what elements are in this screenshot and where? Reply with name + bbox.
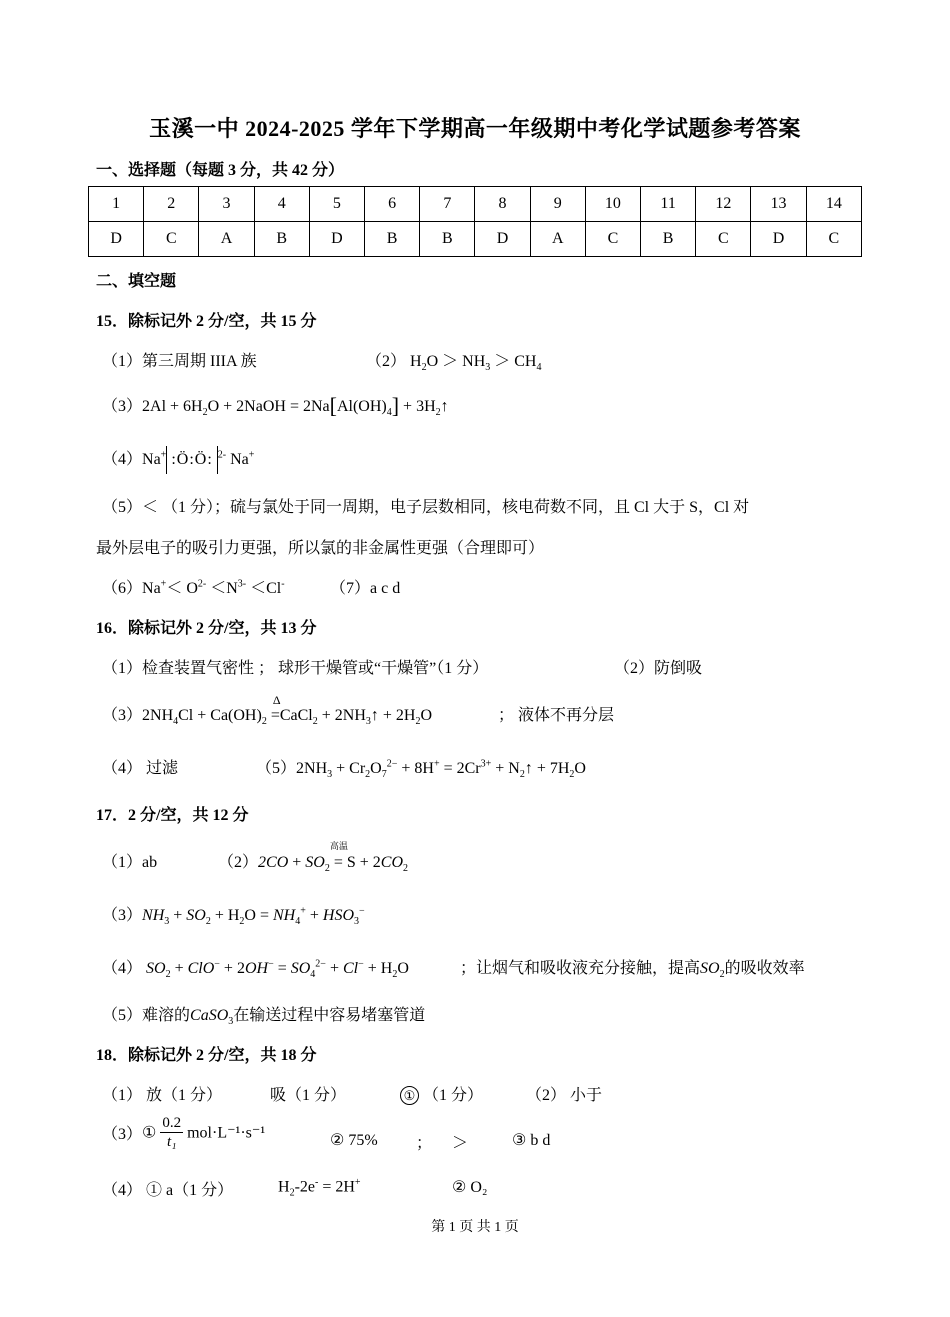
q17-answer-5: （5）难溶的CaSO$_3$在输送过程中容易堵塞管道 — [102, 1007, 426, 1028]
table-cell: B — [254, 222, 309, 257]
table-cell: 10 — [585, 187, 640, 222]
circled-2: ② — [452, 1179, 467, 1196]
rate-fraction — [160, 1114, 183, 1151]
table-cell: 8 — [475, 187, 530, 222]
q18-answer-1c-text: （1 分） — [423, 1087, 484, 1104]
q17-heading: 17．2 分/空，共 12 分 — [96, 807, 249, 824]
table-cell: A — [199, 222, 254, 257]
q18-answer-3e-text: b d — [530, 1132, 551, 1149]
q17-answer-3: $(3)NH_3 + SO_2 + H_2O = NH_4^+ + HSO_3^-$ — [102, 905, 365, 928]
table-cell: B — [641, 222, 696, 257]
q17-answer-5-label: （5）难溶的 — [102, 1007, 191, 1024]
circled-2: ② — [330, 1132, 345, 1149]
section-choice-heading: 一、选择题（每题 3 分，共 42 分） — [96, 162, 345, 179]
section-fill-heading: 二、填空题 — [96, 273, 177, 290]
table-cell: 14 — [806, 187, 861, 222]
q15-answer-3-label: （3） — [102, 398, 143, 415]
q17-answer-4-label: （4） — [102, 960, 143, 977]
q18-answer-3-label: （3） — [102, 1126, 143, 1143]
q17-answer-4b: ；让烟气和吸收液充分接触，提高$SO_2$的吸收效率 — [460, 960, 805, 981]
q16-answer-3b: ； 液体不再分层 — [498, 707, 615, 724]
q17-answer-1: （1）ab — [102, 854, 158, 871]
table-cell: B — [365, 222, 420, 257]
q18-answer-1d: （2） 小于 — [526, 1087, 603, 1104]
table-cell: 1 — [89, 187, 144, 222]
table-cell: C — [806, 222, 861, 257]
fraction-denominator: t₁ — [167, 1134, 177, 1150]
q15-answer-3: $(3)2Al + 6H_2O$ + 2NaOH = $2Na[Al(OH)_4]$ + $3H_2↑$ — [102, 393, 449, 419]
q17-answer-5-text: 在输送过程中容易堵塞管道 — [233, 1007, 426, 1024]
q16-answer-3-label: （3） — [102, 707, 143, 724]
q18-answer-3e — [512, 1130, 550, 1150]
q18-answer-4c: $H_2-2e^- = 2H^+$ — [278, 1177, 361, 1199]
table-cell: D — [89, 222, 144, 257]
table-cell: 5 — [309, 187, 364, 222]
q18-answer-3b-text: 75% — [348, 1132, 378, 1149]
circled-1: ① — [142, 1124, 157, 1142]
page-title: 玉溪一中 2024-2025 学年下学期高一年级期中考化学试题参考答案 — [149, 116, 801, 141]
q18-heading: 18．除标记外 2 分/空，共 18 分 — [96, 1047, 317, 1064]
circled-1: ① — [400, 1086, 419, 1105]
q18-answer-4-label: （4） — [102, 1182, 143, 1199]
q15-answer-7: （7）a c d — [330, 580, 401, 597]
table-cell: 9 — [530, 187, 585, 222]
table-cell: 4 — [254, 187, 309, 222]
q17-answer-3-label: （3） — [102, 907, 143, 924]
table-cell: 11 — [641, 187, 696, 222]
q17-answer-2: $(2)2CO + SO_2$ 高温 = $S + 2CO_2$ — [218, 841, 409, 875]
circled-3: ③ — [512, 1132, 527, 1149]
q18-answer-4-text: a（1 分） — [166, 1182, 234, 1199]
q16-answer-2: （2）防倒吸 — [614, 660, 703, 677]
q15-answer-5-cont: 最外层电子的吸引力更强，所以氯的非金属性更强（合理即可） — [96, 540, 545, 557]
q17-answer-4b-text: ；让烟气和吸收液充分接触，提高 — [460, 960, 701, 977]
q16-answer-4: （4） 过滤 — [102, 760, 179, 777]
q15-answer-2-label: （2） — [366, 353, 407, 370]
q15-answer-6: $(6)Na^+< O^{2-} <N^{3-} <Cl^-$ — [102, 578, 285, 597]
table-cell: 13 — [751, 187, 806, 222]
table-cell: D — [475, 222, 530, 257]
table-cell: C — [144, 222, 199, 257]
table-cell: 3 — [199, 187, 254, 222]
q18-answer-1b: 吸（1 分） — [270, 1087, 347, 1104]
q18-answer-4e — [452, 1177, 487, 1197]
table-cell: 12 — [696, 187, 751, 222]
q17-answer-4c-text: 的吸收效率 — [724, 960, 805, 977]
q16-answer-5-label: （5） — [256, 760, 297, 777]
q15-answer-5: （5）＜ （1 分）；硫与氯处于同一周期，电子层数相同，核电荷数不同，且 Cl 大于 S，Cl 对 — [102, 499, 750, 516]
q15-answer-1: （1）第三周期 IIIA 族 — [102, 353, 257, 370]
table-cell: D — [751, 222, 806, 257]
q16-answer-5: $(5)2NH_3 + Cr_2O_7^{2-} + 8H^+ = 2Cr^{3+}$ + $N_2↑ + 7H_2O$ — [256, 758, 586, 781]
q15-answer-6-label: （6） — [102, 580, 143, 597]
q18-answer-3c: ； — [416, 1135, 433, 1152]
table-cell: 7 — [420, 187, 475, 222]
table-cell: A — [530, 222, 585, 257]
q17-answer-2-label: （2） — [218, 854, 259, 871]
q15-answer-2: （2） $H_2O > NH_3 > CH_4$ — [366, 353, 542, 374]
q18-answer-1c — [400, 1082, 483, 1105]
q18-answer-4 — [102, 1177, 233, 1200]
q18-answer-3d: ＞ — [452, 1135, 469, 1152]
q18-answer-1a: （1） 放（1 分） — [102, 1087, 223, 1104]
table-cell: 6 — [365, 187, 420, 222]
table-cell: C — [696, 222, 751, 257]
table-row-answers — [89, 222, 862, 257]
answer-table — [88, 186, 862, 257]
fraction-numerator: 0.2 — [162, 1115, 182, 1131]
table-cell: B — [420, 222, 475, 257]
table-cell: D — [309, 222, 364, 257]
q15-answer-4: （4）Na+ :Ö:Ö: $^{2-}$ Na+ — [102, 446, 254, 474]
q15-heading: 15．除标记外 2 分/空，共 15 分 — [96, 313, 317, 330]
rate-unit: mol·L⁻¹·s⁻¹ — [187, 1124, 266, 1142]
peroxide-electron-dot: :Ö:Ö: — [166, 446, 217, 474]
circled-1: ① — [146, 1182, 163, 1199]
page-footer: 第 1 页 共 1 页 — [431, 1220, 519, 1235]
q17-answer-4: （4） $SO_2 + ClO^- + 2OH^- = SO_4^{2-} + Cl^- + H_2O$ — [102, 958, 409, 981]
q16-answer-3: $(3)2NH_4Cl + Ca(OH)_2$ Δ =CaCl$_2$ + $2NH_3↑ + 2H_2O$ — [102, 693, 433, 728]
q18-answer-4e-text: O₂ — [470, 1179, 488, 1196]
q16-heading: 16．除标记外 2 分/空，共 13 分 — [96, 620, 317, 637]
q18-answer-3b — [330, 1130, 378, 1150]
table-row-numbers — [89, 187, 862, 222]
q16-answer-1: （1）检查装置气密性 ； 球形干燥管或“干燥管”（1 分） — [102, 660, 489, 677]
q18-answer-3 — [102, 1114, 265, 1151]
table-cell: 2 — [144, 187, 199, 222]
q15-answer-4-label: （4） — [102, 451, 143, 468]
table-cell: C — [585, 222, 640, 257]
